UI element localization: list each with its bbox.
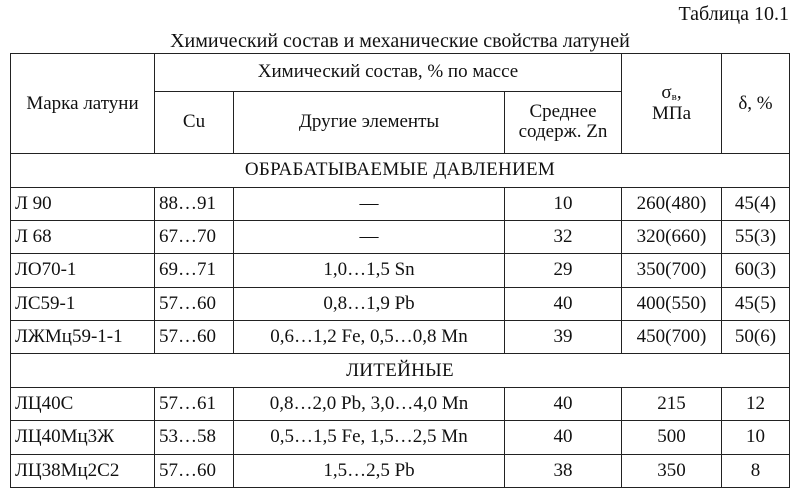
cell-sigma: 320(660): [622, 220, 722, 253]
cell-grade: ЛЖМц59-1-1: [11, 321, 155, 354]
cell-zn: 40: [505, 287, 622, 320]
cell-delta: 45(4): [722, 187, 790, 220]
table-row: [11, 387, 790, 420]
cell-cu: 67…70: [155, 220, 234, 253]
cell-other-elements: —: [234, 220, 505, 253]
cell-cu: 57…60: [155, 287, 234, 320]
cell-delta: 55(3): [722, 220, 790, 253]
cell-grade: ЛС59-1: [11, 287, 155, 320]
cell-other-elements: 0,5…1,5 Fe, 1,5…2,5 Mn: [234, 421, 505, 454]
table-title: Химический состав и механические свойства латуней: [170, 30, 630, 52]
cell-delta: 50(6): [722, 321, 790, 354]
cell-grade: Л 68: [11, 220, 155, 253]
cell-cu: 69…71: [155, 254, 234, 287]
cell-delta: 8: [722, 454, 790, 487]
cell-cu: 53…58: [155, 421, 234, 454]
cell-zn: 40: [505, 421, 622, 454]
table-row: [11, 454, 790, 487]
section-title: ЛИТЕЙНЫЕ: [11, 354, 790, 387]
cell-zn: 32: [505, 220, 622, 253]
table-number: Таблица 10.1: [678, 3, 789, 25]
table-row: [11, 321, 790, 354]
table-row: [11, 421, 790, 454]
cell-zn: 38: [505, 454, 622, 487]
section-row: [11, 154, 790, 187]
cell-sigma: 400(550): [622, 287, 722, 320]
header-cu: Cu: [155, 91, 234, 153]
header-other: Другие элементы: [234, 91, 505, 153]
cell-grade: ЛЦ38Мц2С2: [11, 454, 155, 487]
header-grade: Марка латуни: [11, 54, 155, 154]
cell-sigma: 215: [622, 387, 722, 420]
cell-delta: 10: [722, 421, 790, 454]
cell-zn: 29: [505, 254, 622, 287]
cell-cu: 57…60: [155, 454, 234, 487]
cell-delta: 45(5): [722, 287, 790, 320]
header-chem-group: Химический состав, % по массе: [155, 54, 622, 92]
table-row: [11, 254, 790, 287]
cell-other-elements: 0,8…2,0 Pb, 3,0…4,0 Mn: [234, 387, 505, 420]
cell-grade: Л 90: [11, 187, 155, 220]
brass-properties-table: [10, 53, 790, 488]
cell-grade: ЛЦ40С: [11, 387, 155, 420]
cell-sigma: 350(700): [622, 254, 722, 287]
cell-grade: ЛО70-1: [11, 254, 155, 287]
cell-delta: 60(3): [722, 254, 790, 287]
cell-other-elements: 0,8…1,9 Pb: [234, 287, 505, 320]
cell-grade: ЛЦ40Мц3Ж: [11, 421, 155, 454]
cell-sigma: 260(480): [622, 187, 722, 220]
cell-cu: 57…61: [155, 387, 234, 420]
cell-sigma: 450(700): [622, 321, 722, 354]
cell-other-elements: 1,0…1,5 Sn: [234, 254, 505, 287]
cell-delta: 12: [722, 387, 790, 420]
section-row: [11, 354, 790, 387]
cell-cu: 57…60: [155, 321, 234, 354]
table-row: [11, 287, 790, 320]
cell-zn: 10: [505, 187, 622, 220]
sigma-unit: МПа: [651, 102, 692, 124]
header-zn: Среднее содерж. Zn: [505, 91, 622, 153]
cell-sigma: 350: [622, 454, 722, 487]
cell-zn: 39: [505, 321, 622, 354]
table-row: [11, 187, 790, 220]
cell-other-elements: 0,6…1,2 Fe, 0,5…0,8 Mn: [234, 321, 505, 354]
cell-other-elements: 1,5…2,5 Pb: [234, 454, 505, 487]
cell-cu: 88…91: [155, 187, 234, 220]
cell-sigma: 500: [622, 421, 722, 454]
sigma-symbol: $\sigma_в$: [661, 82, 677, 104]
cell-other-elements: —: [234, 187, 505, 220]
header-sigma: $\sigma_в$, МПа: [622, 54, 722, 154]
cell-zn: 40: [505, 387, 622, 420]
section-title: ОБРАБАТЫВАЕМЫЕ ДАВЛЕНИЕМ: [11, 154, 790, 187]
header-delta: δ, %: [722, 54, 790, 154]
table-row: [11, 220, 790, 253]
